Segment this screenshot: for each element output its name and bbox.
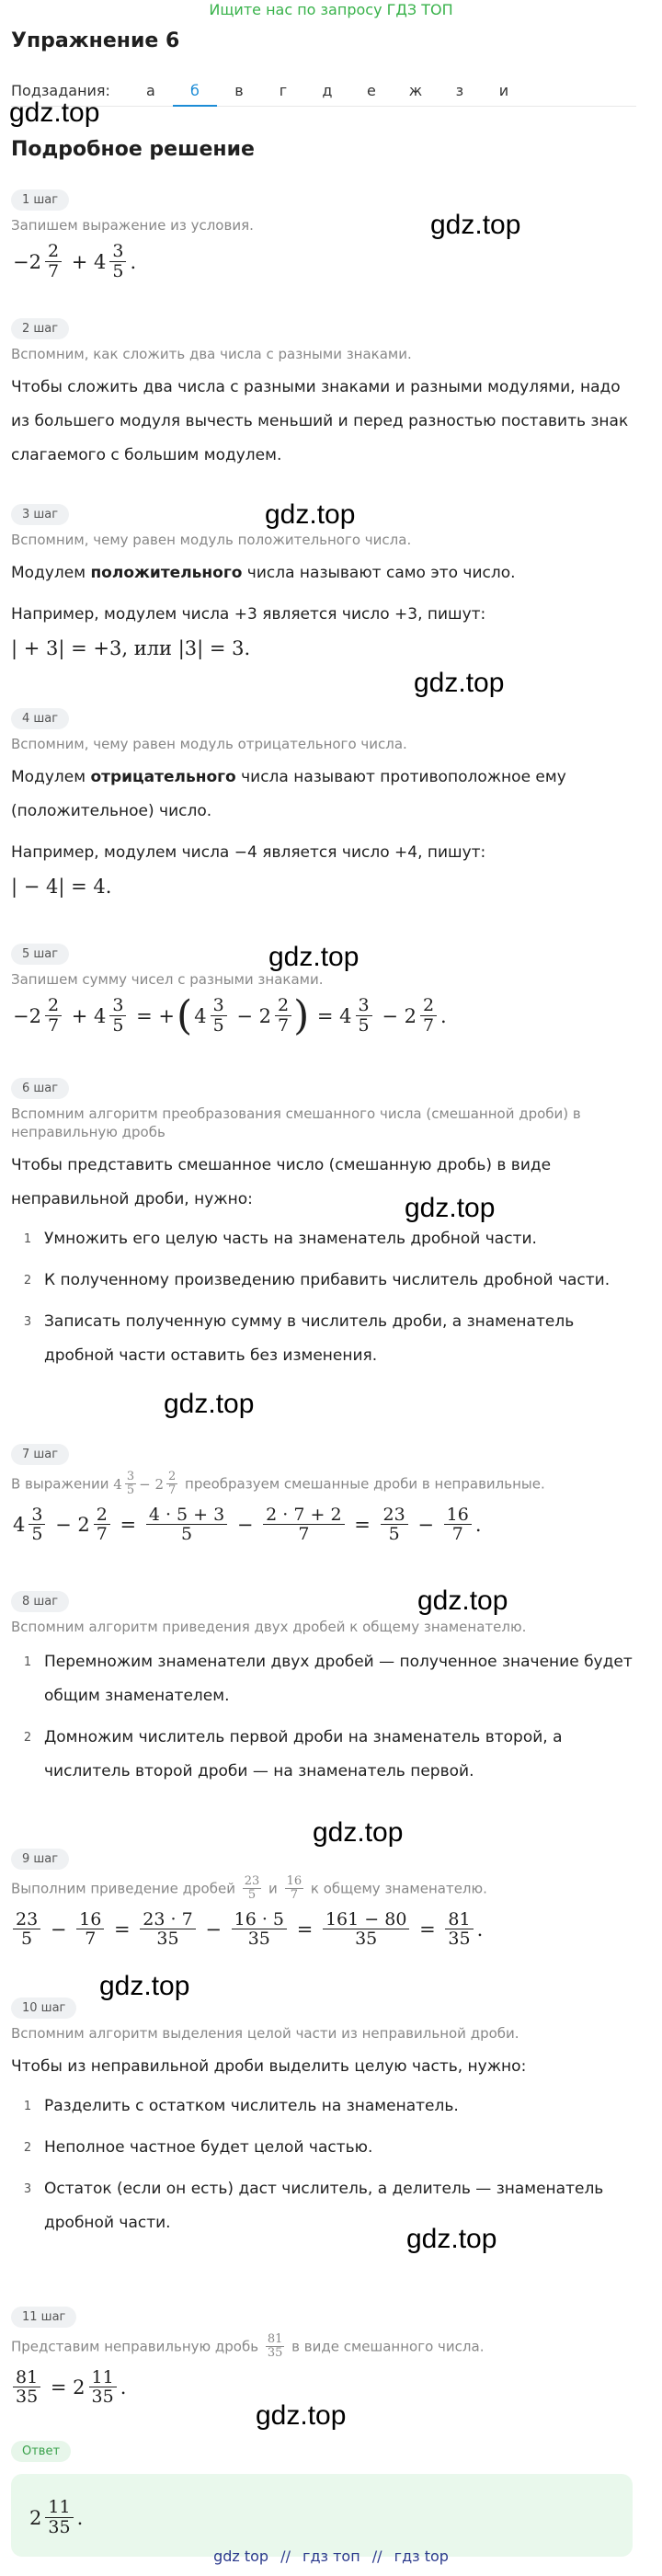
step-badge: 10 шаг bbox=[11, 1998, 76, 2019]
step-8 bbox=[11, 1591, 636, 1789]
footer-link[interactable]: гдз top bbox=[394, 2547, 449, 2565]
step-text bbox=[11, 761, 636, 829]
tab-e[interactable]: е bbox=[367, 81, 376, 99]
step-hint: Запишем сумму чисел с разными знаками. bbox=[11, 971, 324, 988]
step-6 bbox=[11, 1078, 636, 1373]
step-4 bbox=[11, 708, 636, 899]
subtasks-label: Подзадания: bbox=[11, 82, 110, 99]
step-badge: 6 шаг bbox=[11, 1078, 69, 1099]
watermark: gdz.top bbox=[99, 1971, 190, 2001]
step-example: Например, модулем числа +3 является число +3, пишут: bbox=[11, 605, 486, 624]
step-badge: 3 шаг bbox=[11, 504, 69, 525]
list-item-text: Перемножим знаменатели двух дробей — полученное значение будет общим знаменателем. bbox=[44, 1653, 633, 1705]
inline-fraction: $\frac{81}{35}$ bbox=[267, 2332, 283, 2361]
step-badge: 4 шаг bbox=[11, 708, 69, 729]
step-hint: Вспомним, чему равен модуль отрицательного числа. bbox=[11, 736, 407, 752]
hint-part: и bbox=[264, 1880, 282, 1897]
step-badge: 7 шаг bbox=[11, 1444, 69, 1465]
watermark: gdz.top bbox=[256, 2400, 347, 2431]
list-number: 1 bbox=[23, 2100, 32, 2113]
text-part: Модулем bbox=[11, 564, 91, 582]
ordered-list bbox=[11, 1222, 636, 1373]
step-badge: 5 шаг bbox=[11, 944, 69, 965]
step-badge: 9 шаг bbox=[11, 1849, 69, 1870]
step-5 bbox=[11, 944, 636, 1038]
watermark: gdz.top bbox=[9, 97, 100, 128]
step-badge: 1 шаг bbox=[11, 189, 69, 211]
watermark: gdz.top bbox=[268, 942, 360, 972]
tab-z[interactable]: з bbox=[455, 81, 464, 99]
step-example: Например, модулем числа −4 является число +4, пишут: bbox=[11, 843, 486, 862]
hint-part: Представим неправильную дробь bbox=[11, 2338, 263, 2355]
step-11 bbox=[11, 2307, 636, 2410]
list-item bbox=[11, 2089, 636, 2124]
math-expression: | + 3| = +3, или |3| = 3. bbox=[11, 637, 251, 659]
step-hint bbox=[11, 1875, 636, 1903]
step-9 bbox=[11, 1849, 636, 1952]
watermark: gdz.top bbox=[406, 2224, 497, 2254]
text-part: Модулем bbox=[11, 768, 91, 786]
watermark: gdz.top bbox=[430, 210, 521, 240]
step-text: Чтобы из неправильной дроби выделить целую часть, нужно: bbox=[11, 2057, 527, 2076]
step-hint: Вспомним алгоритм приведения двух дробей к общему знаменателю. bbox=[11, 1619, 527, 1635]
list-number: 3 bbox=[23, 2182, 32, 2196]
inline-fraction: $\frac{23}{5}$ bbox=[244, 1874, 260, 1903]
math-expression: −2 2 7 + 4 3 5 . bbox=[13, 241, 137, 281]
text-part: числа называют само это число. bbox=[242, 564, 516, 582]
footer-links bbox=[0, 2547, 662, 2565]
list-item bbox=[11, 1305, 636, 1373]
list-number: 2 bbox=[23, 1731, 32, 1745]
answer-label-wrap bbox=[11, 2441, 71, 2462]
tab-zh[interactable]: ж bbox=[408, 81, 423, 99]
step-hint: Вспомним алгоритм выделения целой части из неправильной дроби. bbox=[11, 2025, 519, 2042]
hint-part: преобразуем смешанные дроби в неправильные. bbox=[180, 1475, 545, 1493]
tab-d[interactable]: д bbox=[322, 81, 333, 99]
watermark: gdz.top bbox=[313, 1817, 404, 1848]
math-expression: | − 4| = 4. bbox=[11, 876, 112, 898]
list-number: 1 bbox=[23, 1232, 32, 1246]
footer-link[interactable]: gdz top bbox=[213, 2547, 269, 2565]
step-text: Чтобы сложить два числа с разными знаками и разными модулями, надо из большего модуля вычесть меньший и перед разностью поставить знак слагаемого с большим модулем. bbox=[11, 378, 629, 464]
list-item bbox=[11, 1222, 636, 1256]
step-hint: Вспомним, как сложить два числа с разными знаками. bbox=[11, 346, 412, 362]
step-badge: 8 шаг bbox=[11, 1591, 69, 1612]
step-hint: Запишем выражение из условия. bbox=[11, 217, 254, 234]
watermark: gdz.top bbox=[164, 1389, 255, 1419]
step-hint: Вспомним, чему равен модуль положительного числа. bbox=[11, 532, 412, 548]
hint-part: Выполним приведение дробей bbox=[11, 1880, 240, 1897]
text-part: числа называют противоположное ему (положительное) число. bbox=[11, 768, 566, 820]
ordered-list bbox=[11, 2089, 636, 2240]
answer-math: 2 11 35 . bbox=[29, 2497, 84, 2537]
tab-i[interactable]: и bbox=[498, 81, 509, 99]
tab-b[interactable]: б bbox=[173, 75, 217, 107]
math-expression: $\frac{81}{35}$ = 2 11 35 . bbox=[11, 2368, 636, 2409]
step-2 bbox=[11, 318, 636, 473]
list-number: 2 bbox=[23, 1274, 32, 1288]
step-3 bbox=[11, 504, 636, 661]
page-title: Упражнение 6 bbox=[11, 29, 180, 52]
hint-part: в виде смешанного числа. bbox=[287, 2338, 485, 2355]
list-item bbox=[11, 1721, 636, 1789]
math-expression: 4 3 5 − 2 $\frac{2}{7}$ = $\frac{4 \cdot 5 + 3}{5}$ − $\frac{2 \cdot 7 + 2}{7}$ = $\frac{23}{5}$ − $\frac{16}{7}$ . bbox=[13, 1504, 482, 1545]
ordered-list bbox=[11, 1645, 636, 1789]
step-badge: 11 шаг bbox=[11, 2307, 76, 2328]
inline-math: 4 3 5 − 2 2 7 bbox=[113, 1470, 177, 1498]
step-hint bbox=[11, 2333, 636, 2361]
step-text bbox=[11, 556, 636, 590]
list-item-text: Записать полученную сумму в числитель дроби, а знаменатель дробной части оставить без изменения. bbox=[44, 1312, 575, 1365]
text-bold: положительного bbox=[90, 564, 243, 582]
tab-g[interactable]: г bbox=[279, 81, 288, 99]
tab-v[interactable]: в bbox=[234, 81, 244, 99]
answer-badge: Ответ bbox=[11, 2441, 71, 2462]
list-number: 3 bbox=[23, 1315, 32, 1329]
list-item-text: Домножим числитель первой дроби на знаменатель второй, а числитель второй дроби — на знаменатель первой. bbox=[44, 1728, 563, 1780]
watermark: gdz.top bbox=[405, 1193, 496, 1223]
step-hint bbox=[11, 1471, 636, 1498]
step-1 bbox=[11, 189, 636, 284]
step-hint: Вспомним алгоритм преобразования смешанного числа (смешанной дроби) в неправильную дробь bbox=[11, 1105, 581, 1140]
top-banner[interactable]: Ищите нас по запросу ГДЗ ТОП bbox=[209, 1, 453, 18]
math-expression: −2 2 7 + 4 $\frac{3}{5}$ = + ( 4 3 5 − 2 2 7 ) = 4 3 5 − 2 2 7 . bbox=[13, 992, 447, 1039]
list-item-text: Остаток (если он есть) даст числитель, а делитель — знаменатель дробной части. bbox=[44, 2180, 604, 2232]
inline-fraction: $\frac{16}{7}$ bbox=[286, 1874, 302, 1903]
list-number: 2 bbox=[23, 2141, 32, 2155]
step-10 bbox=[11, 1998, 636, 2240]
step-badge: 2 шаг bbox=[11, 318, 69, 339]
list-item bbox=[11, 2131, 636, 2165]
footer-separator: // bbox=[371, 2547, 382, 2565]
list-item-text: К полученному произведению прибавить числитель дробной части. bbox=[44, 1271, 611, 1289]
tab-a[interactable]: а bbox=[146, 81, 155, 99]
list-number: 1 bbox=[23, 1655, 32, 1669]
subtasks-bar bbox=[11, 75, 636, 107]
footer-link[interactable]: гдз топ bbox=[302, 2547, 360, 2565]
list-item-text: Разделить с остатком числитель на знаменатель. bbox=[44, 2097, 459, 2115]
list-item bbox=[11, 2172, 636, 2240]
footer-separator: // bbox=[280, 2547, 291, 2565]
list-item bbox=[11, 1264, 636, 1298]
watermark: gdz.top bbox=[417, 1586, 508, 1616]
list-item-text: Умножить его целую часть на знаменатель дробной части. bbox=[44, 1230, 537, 1248]
hint-part: к общему знаменателю. bbox=[306, 1880, 487, 1897]
answer-box bbox=[11, 2474, 633, 2557]
solution-heading: Подробное решение bbox=[11, 138, 255, 161]
watermark: gdz.top bbox=[265, 499, 356, 530]
list-item-text: Неполное частное будет целой частью. bbox=[44, 2138, 373, 2157]
list-item bbox=[11, 1645, 636, 1713]
text-bold: отрицательного bbox=[90, 768, 236, 786]
step-text: Чтобы представить смешанное число (смешанную дробь) в виде неправильной дроби, нужно: bbox=[11, 1156, 552, 1208]
math-expression: 23 5 − $\frac{16}{7}$ = $\frac{23 \cdot 7}{35}$ − $\frac{16 \cdot 5}{35}$ = $\frac{161 - 80}{35}$ = $\frac{81}{35}$ . bbox=[11, 1910, 636, 1951]
hint-part: В выражении bbox=[11, 1475, 114, 1493]
watermark: gdz.top bbox=[414, 668, 505, 698]
step-7 bbox=[11, 1444, 636, 1547]
